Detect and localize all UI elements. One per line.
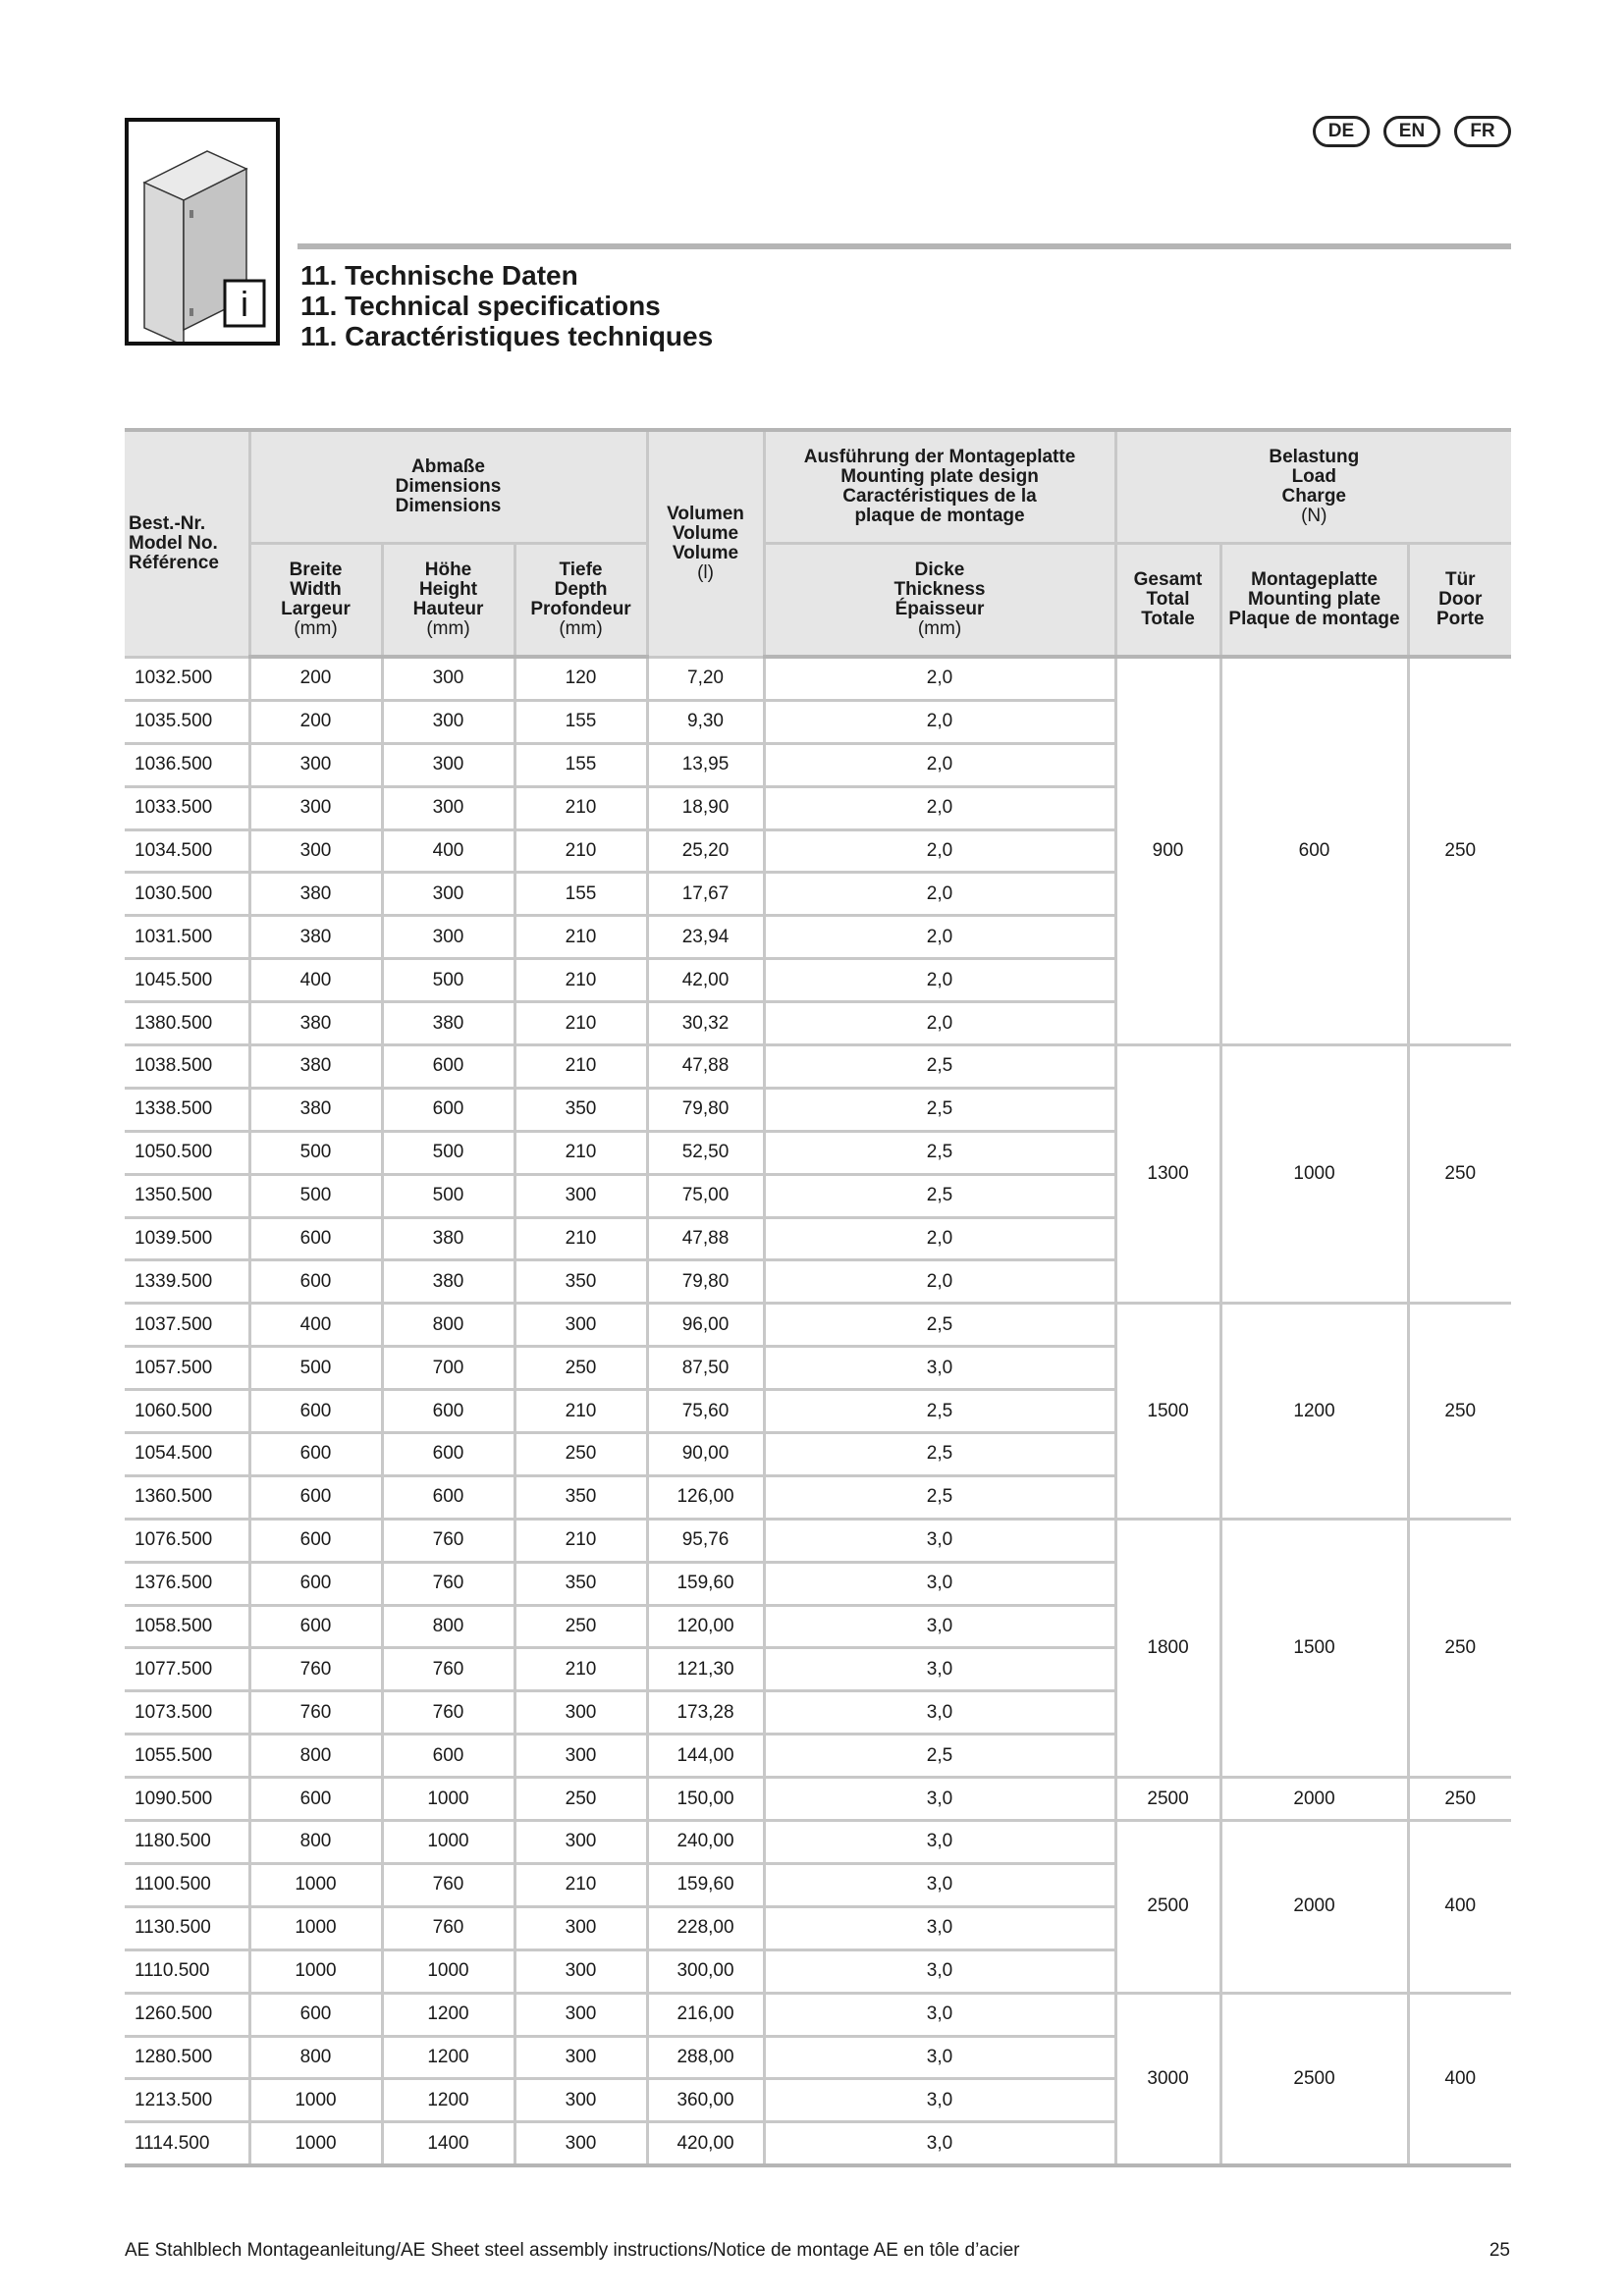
- cell-width: 1000: [249, 1949, 382, 1993]
- cell-load-plate: 1000: [1220, 1045, 1408, 1304]
- cell-width: 380: [249, 916, 382, 959]
- cell-load-total: 3000: [1115, 1993, 1220, 2165]
- cell-volume: 159,60: [647, 1562, 764, 1605]
- cell-height: 800: [382, 1304, 514, 1347]
- page-number: 25: [1489, 2240, 1510, 2261]
- cell-ref: 1114.500: [125, 2122, 249, 2165]
- cell-depth: 300: [514, 2036, 647, 2079]
- cell-height: 800: [382, 1605, 514, 1648]
- cell-width: 600: [249, 1519, 382, 1562]
- cell-thickness: 2,5: [764, 1304, 1115, 1347]
- title-fr: 11. Caractéristiques techniques: [300, 321, 714, 351]
- cell-height: 300: [382, 657, 514, 700]
- cell-volume: 121,30: [647, 1648, 764, 1691]
- cell-thickness: 3,0: [764, 1778, 1115, 1821]
- cell-width: 600: [249, 1433, 382, 1476]
- cell-volume: 9,30: [647, 700, 764, 743]
- cell-thickness: 2,0: [764, 657, 1115, 700]
- table-row: [125, 1045, 1511, 1089]
- header-mounting-plate: Montageplatte Mounting plate Plaque de montage: [1220, 544, 1408, 658]
- cell-ref: 1260.500: [125, 1993, 249, 2036]
- enclosure-info-icon: [125, 118, 280, 346]
- cell-ref: 1360.500: [125, 1475, 249, 1519]
- cell-ref: 1039.500: [125, 1217, 249, 1260]
- cell-volume: 126,00: [647, 1475, 764, 1519]
- cell-depth: 350: [514, 1562, 647, 1605]
- cell-depth: 120: [514, 657, 647, 700]
- cell-volume: 216,00: [647, 1993, 764, 2036]
- header-depth: Tiefe Depth Profondeur (mm): [514, 544, 647, 658]
- cell-depth: 350: [514, 1088, 647, 1131]
- header-thickness: Dicke Thickness Épaisseur (mm): [764, 544, 1115, 658]
- cell-thickness: 3,0: [764, 1906, 1115, 1949]
- cell-depth: 210: [514, 1002, 647, 1045]
- cell-height: 500: [382, 1174, 514, 1217]
- cell-width: 800: [249, 2036, 382, 2079]
- table-row: [125, 1519, 1511, 1562]
- table-row: [125, 1993, 1511, 2036]
- cell-height: 1000: [382, 1949, 514, 1993]
- cell-thickness: 2,0: [764, 1260, 1115, 1304]
- cell-thickness: 3,0: [764, 1821, 1115, 1864]
- cell-volume: 90,00: [647, 1433, 764, 1476]
- cell-width: 1000: [249, 2122, 382, 2165]
- cell-height: 500: [382, 1131, 514, 1174]
- cell-thickness: 2,5: [764, 1390, 1115, 1433]
- cell-load-door: 250: [1408, 1778, 1511, 1821]
- cell-ref: 1054.500: [125, 1433, 249, 1476]
- cell-height: 1000: [382, 1821, 514, 1864]
- cell-thickness: 2,5: [764, 1433, 1115, 1476]
- title-rule: [298, 243, 1511, 249]
- cell-thickness: 2,5: [764, 1045, 1115, 1089]
- cell-width: 600: [249, 1217, 382, 1260]
- cell-height: 700: [382, 1347, 514, 1390]
- cell-height: 600: [382, 1045, 514, 1089]
- cell-height: 760: [382, 1906, 514, 1949]
- lang-badge-de[interactable]: DE: [1313, 116, 1370, 147]
- cell-thickness: 3,0: [764, 1949, 1115, 1993]
- cell-width: 760: [249, 1691, 382, 1735]
- cell-ref: 1213.500: [125, 2079, 249, 2122]
- cell-width: 500: [249, 1174, 382, 1217]
- cell-width: 600: [249, 1260, 382, 1304]
- cell-volume: 47,88: [647, 1045, 764, 1089]
- cell-load-door: 250: [1408, 1045, 1511, 1304]
- cell-depth: 155: [514, 700, 647, 743]
- cell-width: 600: [249, 1993, 382, 2036]
- cell-height: 1200: [382, 1993, 514, 2036]
- cell-volume: 7,20: [647, 657, 764, 700]
- cell-volume: 150,00: [647, 1778, 764, 1821]
- cell-volume: 87,50: [647, 1347, 764, 1390]
- cell-volume: 17,67: [647, 873, 764, 916]
- cell-volume: 96,00: [647, 1304, 764, 1347]
- cell-thickness: 2,0: [764, 700, 1115, 743]
- cell-depth: 155: [514, 873, 647, 916]
- cell-thickness: 2,0: [764, 873, 1115, 916]
- cell-thickness: 2,5: [764, 1735, 1115, 1778]
- cell-width: 380: [249, 1088, 382, 1131]
- cell-depth: 250: [514, 1433, 647, 1476]
- cell-load-total: 2500: [1115, 1821, 1220, 1994]
- cell-depth: 300: [514, 1906, 647, 1949]
- cell-depth: 210: [514, 1045, 647, 1089]
- cell-volume: 120,00: [647, 1605, 764, 1648]
- cell-ref: 1058.500: [125, 1605, 249, 1648]
- cell-load-total: 1300: [1115, 1045, 1220, 1304]
- cell-volume: 13,95: [647, 743, 764, 786]
- cell-width: 1000: [249, 2079, 382, 2122]
- cell-depth: 210: [514, 1519, 647, 1562]
- cell-height: 300: [382, 743, 514, 786]
- cell-thickness: 3,0: [764, 1863, 1115, 1906]
- cell-height: 760: [382, 1691, 514, 1735]
- cell-thickness: 3,0: [764, 2079, 1115, 2122]
- cell-width: 800: [249, 1821, 382, 1864]
- cell-width: 600: [249, 1778, 382, 1821]
- cell-thickness: 3,0: [764, 2036, 1115, 2079]
- cell-depth: 300: [514, 2122, 647, 2165]
- cell-volume: 95,76: [647, 1519, 764, 1562]
- cell-ref: 1180.500: [125, 1821, 249, 1864]
- cell-thickness: 2,0: [764, 959, 1115, 1002]
- cell-load-door: 250: [1408, 1519, 1511, 1777]
- cell-volume: 75,60: [647, 1390, 764, 1433]
- enclosure-illustration: [129, 122, 276, 342]
- cell-height: 300: [382, 786, 514, 829]
- cell-depth: 210: [514, 916, 647, 959]
- info-letter: i: [241, 284, 248, 324]
- cell-height: 300: [382, 873, 514, 916]
- cell-ref: 1045.500: [125, 959, 249, 1002]
- cell-height: 1400: [382, 2122, 514, 2165]
- cell-volume: 420,00: [647, 2122, 764, 2165]
- table-row: [125, 1304, 1511, 1347]
- cell-ref: 1073.500: [125, 1691, 249, 1735]
- cell-thickness: 3,0: [764, 1562, 1115, 1605]
- header-volume: Volumen Volume Volume (l): [647, 430, 764, 657]
- cell-load-door: 400: [1408, 1993, 1511, 2165]
- cell-thickness: 3,0: [764, 1993, 1115, 2036]
- cell-thickness: 2,0: [764, 1217, 1115, 1260]
- cell-volume: 288,00: [647, 2036, 764, 2079]
- cell-ref: 1033.500: [125, 786, 249, 829]
- cell-height: 760: [382, 1648, 514, 1691]
- cell-height: 600: [382, 1390, 514, 1433]
- cell-ref: 1100.500: [125, 1863, 249, 1906]
- cell-thickness: 2,5: [764, 1131, 1115, 1174]
- cell-ref: 1035.500: [125, 700, 249, 743]
- cell-ref: 1338.500: [125, 1088, 249, 1131]
- cell-width: 760: [249, 1648, 382, 1691]
- header-load: Belastung Load Charge (N): [1115, 430, 1511, 544]
- cell-thickness: 3,0: [764, 1648, 1115, 1691]
- language-badges: [1313, 116, 1511, 147]
- title-de: 11. Technische Daten: [300, 260, 578, 291]
- cell-volume: 75,00: [647, 1174, 764, 1217]
- cell-ref: 1090.500: [125, 1778, 249, 1821]
- cell-ref: 1032.500: [125, 657, 249, 700]
- cell-depth: 210: [514, 959, 647, 1002]
- header-width: Breite Width Largeur (mm): [249, 544, 382, 658]
- cell-load-total: 1500: [1115, 1304, 1220, 1519]
- cell-ref: 1057.500: [125, 1347, 249, 1390]
- cell-ref: 1037.500: [125, 1304, 249, 1347]
- cell-thickness: 3,0: [764, 1691, 1115, 1735]
- cell-depth: 300: [514, 1949, 647, 1993]
- cell-ref: 1380.500: [125, 1002, 249, 1045]
- cell-load-door: 250: [1408, 1304, 1511, 1519]
- cell-depth: 300: [514, 1174, 647, 1217]
- cell-thickness: 2,5: [764, 1088, 1115, 1131]
- cell-width: 380: [249, 1045, 382, 1089]
- cell-height: 500: [382, 959, 514, 1002]
- cell-thickness: 3,0: [764, 1605, 1115, 1648]
- cell-height: 380: [382, 1002, 514, 1045]
- cell-volume: 42,00: [647, 959, 764, 1002]
- cell-width: 300: [249, 786, 382, 829]
- cell-height: 600: [382, 1433, 514, 1476]
- table-row: [125, 657, 1511, 700]
- cell-load-door: 400: [1408, 1821, 1511, 1994]
- cell-thickness: 3,0: [764, 2122, 1115, 2165]
- header-ref: Best.-Nr. Model No. Référence: [125, 430, 249, 657]
- cell-height: 1000: [382, 1778, 514, 1821]
- page-title: [300, 260, 713, 351]
- header-plate-design: Ausführung der Montageplatte Mounting plate design Caractéristiques de la plaque de montage: [764, 430, 1115, 544]
- header-door: Tür Door Porte: [1408, 544, 1511, 658]
- cell-ref: 1077.500: [125, 1648, 249, 1691]
- cell-width: 200: [249, 700, 382, 743]
- cell-depth: 250: [514, 1605, 647, 1648]
- cell-width: 300: [249, 829, 382, 873]
- lang-badge-fr[interactable]: FR: [1454, 116, 1511, 147]
- cell-load-plate: 1200: [1220, 1304, 1408, 1519]
- cell-width: 380: [249, 873, 382, 916]
- table-row: [125, 1778, 1511, 1821]
- cell-height: 600: [382, 1475, 514, 1519]
- cell-ref: 1060.500: [125, 1390, 249, 1433]
- footer-text: AE Stahlblech Montageanleitung/AE Sheet steel assembly instructions/Notice de montage AE en tôle d’acier: [125, 2240, 1020, 2261]
- cell-load-plate: 1500: [1220, 1519, 1408, 1777]
- cell-height: 600: [382, 1735, 514, 1778]
- cell-width: 600: [249, 1605, 382, 1648]
- cell-width: 1000: [249, 1906, 382, 1949]
- cell-volume: 25,20: [647, 829, 764, 873]
- header-dimensions: Abmaße Dimensions Dimensions: [249, 430, 647, 544]
- cell-depth: 210: [514, 1390, 647, 1433]
- title-en: 11. Technical specifications: [300, 291, 661, 321]
- cell-depth: 210: [514, 1217, 647, 1260]
- cell-height: 300: [382, 916, 514, 959]
- cell-width: 600: [249, 1562, 382, 1605]
- cell-ref: 1280.500: [125, 2036, 249, 2079]
- cell-volume: 360,00: [647, 2079, 764, 2122]
- cell-volume: 23,94: [647, 916, 764, 959]
- cell-thickness: 2,0: [764, 786, 1115, 829]
- cell-load-plate: 2000: [1220, 1821, 1408, 1994]
- cell-depth: 350: [514, 1260, 647, 1304]
- cell-load-plate: 2000: [1220, 1778, 1408, 1821]
- cell-depth: 155: [514, 743, 647, 786]
- cell-depth: 300: [514, 2079, 647, 2122]
- cell-thickness: 2,0: [764, 743, 1115, 786]
- cell-height: 1200: [382, 2079, 514, 2122]
- table-body: [125, 657, 1511, 2165]
- cell-load-door: 250: [1408, 657, 1511, 1045]
- cell-height: 760: [382, 1562, 514, 1605]
- cell-volume: 18,90: [647, 786, 764, 829]
- cell-volume: 79,80: [647, 1088, 764, 1131]
- cell-depth: 210: [514, 829, 647, 873]
- cell-width: 500: [249, 1347, 382, 1390]
- cell-ref: 1076.500: [125, 1519, 249, 1562]
- cell-volume: 79,80: [647, 1260, 764, 1304]
- cell-volume: 159,60: [647, 1863, 764, 1906]
- cell-ref: 1036.500: [125, 743, 249, 786]
- cell-width: 600: [249, 1475, 382, 1519]
- cell-ref: 1376.500: [125, 1562, 249, 1605]
- header-height: Höhe Height Hauteur (mm): [382, 544, 514, 658]
- cell-ref: 1130.500: [125, 1906, 249, 1949]
- cell-ref: 1038.500: [125, 1045, 249, 1089]
- cell-volume: 47,88: [647, 1217, 764, 1260]
- lang-badge-en[interactable]: EN: [1383, 116, 1440, 147]
- cell-depth: 250: [514, 1347, 647, 1390]
- cell-ref: 1110.500: [125, 1949, 249, 1993]
- cell-height: 760: [382, 1519, 514, 1562]
- cell-width: 200: [249, 657, 382, 700]
- cell-depth: 210: [514, 1648, 647, 1691]
- cell-width: 380: [249, 1002, 382, 1045]
- cell-thickness: 2,0: [764, 829, 1115, 873]
- cell-volume: 240,00: [647, 1821, 764, 1864]
- table-row: [125, 1821, 1511, 1864]
- header-total: Gesamt Total Totale: [1115, 544, 1220, 658]
- cell-load-plate: 600: [1220, 657, 1408, 1045]
- cell-height: 1200: [382, 2036, 514, 2079]
- cell-volume: 30,32: [647, 1002, 764, 1045]
- cell-volume: 144,00: [647, 1735, 764, 1778]
- cell-ref: 1031.500: [125, 916, 249, 959]
- cell-depth: 350: [514, 1475, 647, 1519]
- cell-depth: 210: [514, 1863, 647, 1906]
- cell-height: 400: [382, 829, 514, 873]
- cell-height: 300: [382, 700, 514, 743]
- cell-ref: 1050.500: [125, 1131, 249, 1174]
- cell-volume: 173,28: [647, 1691, 764, 1735]
- cell-width: 800: [249, 1735, 382, 1778]
- cell-load-plate: 2500: [1220, 1993, 1408, 2165]
- cell-volume: 52,50: [647, 1131, 764, 1174]
- cell-thickness: 2,0: [764, 916, 1115, 959]
- cell-depth: 300: [514, 1735, 647, 1778]
- cell-volume: 228,00: [647, 1906, 764, 1949]
- cell-height: 380: [382, 1260, 514, 1304]
- cell-depth: 300: [514, 1304, 647, 1347]
- cell-height: 760: [382, 1863, 514, 1906]
- cell-width: 400: [249, 959, 382, 1002]
- cell-width: 1000: [249, 1863, 382, 1906]
- cell-load-total: 2500: [1115, 1778, 1220, 1821]
- cell-width: 500: [249, 1131, 382, 1174]
- cell-height: 380: [382, 1217, 514, 1260]
- cell-load-total: 900: [1115, 657, 1220, 1045]
- technical-data-table: [125, 428, 1511, 2167]
- cell-ref: 1034.500: [125, 829, 249, 873]
- cell-ref: 1055.500: [125, 1735, 249, 1778]
- cell-thickness: 2,0: [764, 1002, 1115, 1045]
- cell-thickness: 3,0: [764, 1519, 1115, 1562]
- cell-width: 600: [249, 1390, 382, 1433]
- cell-thickness: 2,5: [764, 1174, 1115, 1217]
- cell-height: 600: [382, 1088, 514, 1131]
- cell-volume: 300,00: [647, 1949, 764, 1993]
- cell-ref: 1350.500: [125, 1174, 249, 1217]
- cell-depth: 300: [514, 1691, 647, 1735]
- cell-depth: 210: [514, 786, 647, 829]
- cell-thickness: 3,0: [764, 1347, 1115, 1390]
- cell-width: 300: [249, 743, 382, 786]
- cell-depth: 300: [514, 1821, 647, 1864]
- cell-ref: 1339.500: [125, 1260, 249, 1304]
- cell-ref: 1030.500: [125, 873, 249, 916]
- cell-thickness: 2,5: [764, 1475, 1115, 1519]
- cell-width: 400: [249, 1304, 382, 1347]
- cell-load-total: 1800: [1115, 1519, 1220, 1777]
- cell-depth: 300: [514, 1993, 647, 2036]
- cell-depth: 250: [514, 1778, 647, 1821]
- cell-depth: 210: [514, 1131, 647, 1174]
